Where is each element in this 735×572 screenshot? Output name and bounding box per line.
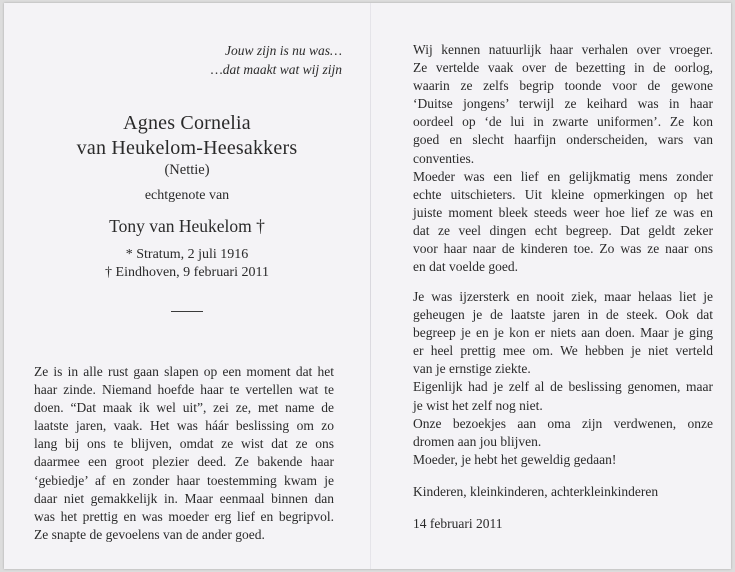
text-line: er heel prettig mee om. We hebben je niet verteld <box>413 343 713 359</box>
text-line: Moeder, je hebt het geweldig gedaan! <box>413 452 617 468</box>
signature-text: Kinderen, kleinkinderen, achterkleinkinderen <box>413 484 659 499</box>
text-line: daar niet gemakkelijk in. Maar eenmaal binnen dan <box>34 490 334 506</box>
text-line: Moeder was een lief en gelijkmatig mens zonder <box>413 169 713 184</box>
left-page <box>4 3 370 569</box>
birth-date: * Stratum, 2 juli 1916 <box>125 247 249 262</box>
deceased-surname: van Heukelom-Heesakkers <box>76 137 298 159</box>
text-line: oordeel op ‘de lui in zwarte uniformen’. Ze kon <box>413 114 713 130</box>
motto-line-2: …dat maakt wat wij zijn <box>210 62 342 77</box>
text-line: ‘gebiedje’ af en zonder haar toestemming kwam je <box>34 472 334 488</box>
text-line: laatste jaren, vaak. Het was háár beslissing om zo <box>34 418 334 434</box>
motto <box>211 41 342 79</box>
text-line: Eigenlijk had je zelf al de beslissing genomen, maar <box>413 379 713 395</box>
text-line: Ze is in alle rust gaan slapen op een moment dat het <box>34 364 334 379</box>
text-line: doen. “Dat maak ik wel uit”, zei ze, met name de <box>34 400 334 416</box>
text-line: waarin ze zelfs begrip toonde voor de gewone <box>413 78 713 94</box>
right-paragraph-4 <box>413 415 713 469</box>
date-text: 14 februari 2011 <box>413 516 503 531</box>
card-date <box>413 515 713 533</box>
text-line: van je ernstige ziekte. <box>413 361 531 377</box>
text-line: Ze snapte de gevoelens van de ander goed. <box>34 526 265 542</box>
death-date: † Eindhoven, 9 februari 2011 <box>105 265 269 280</box>
right-page <box>371 3 731 569</box>
text-line: goed en slecht haarfijn onderscheiden, wars van <box>413 132 713 148</box>
text-line: Je was ijzersterk en nooit ziek, maar helaas liet je <box>413 289 713 304</box>
text-line: je wist het zelf nog niet. <box>413 397 543 413</box>
memorial-card <box>4 3 731 569</box>
text-line: juiste moment bleek steeds weer hoe lief ze was en <box>413 205 713 221</box>
text-line: conventies. <box>413 150 475 166</box>
spouse-name: Tony van Heukelom † <box>109 216 265 236</box>
left-paragraph <box>34 363 334 544</box>
text-line: Onze bezoekjes aan oma zijn verdwenen, onze <box>413 416 713 431</box>
motto-line-1: Jouw zijn is nu was… <box>224 43 342 58</box>
text-line: Ze vertelde vaak over de bezetting in de oorlog, <box>413 60 713 76</box>
spouse-label: echtgenote van <box>144 188 230 203</box>
dates <box>4 246 370 282</box>
text-line: echte uitschieters. Uit kleine opmerkingen op het <box>413 187 713 203</box>
text-line: geheugen je de laatste jaren in de steek. Ook dat <box>413 307 713 323</box>
right-paragraph-1 <box>413 41 713 168</box>
text-line: Wij kennen natuurlijk haar verhalen over vroeger. <box>413 42 713 57</box>
text-line: voor haar naar de kinderen toe. Zo was ze naar ons <box>413 241 713 257</box>
text-line: haar zinde. Niemand hoefde haar te vertellen wat te <box>34 382 334 398</box>
text-line: daarmee een groot plezier deed. Ze bakende haar <box>34 454 334 470</box>
right-paragraph-3 <box>413 288 713 415</box>
text-line: lang bij ons te blijven, omdat ze wist dat ze ons <box>34 436 334 452</box>
text-line: dromen aan jou blijven. <box>413 434 542 450</box>
name-block <box>4 111 370 312</box>
text-line: en dat voelde goed. <box>413 259 518 275</box>
divider-rule <box>171 311 203 312</box>
right-paragraph-2 <box>413 168 713 277</box>
text-line: dat ze veel dingen echt begreep. Dat geldt zeker <box>413 223 713 239</box>
deceased-first-names: Agnes Cornelia <box>123 112 251 134</box>
nickname: (Nettie) <box>164 162 210 178</box>
text-line: ‘Duitse jongens’ terwijl ze keihard was in haar <box>413 96 713 112</box>
signature <box>413 483 713 501</box>
text-line: was het prettig en was moeder erg lief en begripvol. <box>34 508 334 524</box>
text-line: begreep je en je kon er niets aan doen. Maar je ging <box>413 325 713 341</box>
